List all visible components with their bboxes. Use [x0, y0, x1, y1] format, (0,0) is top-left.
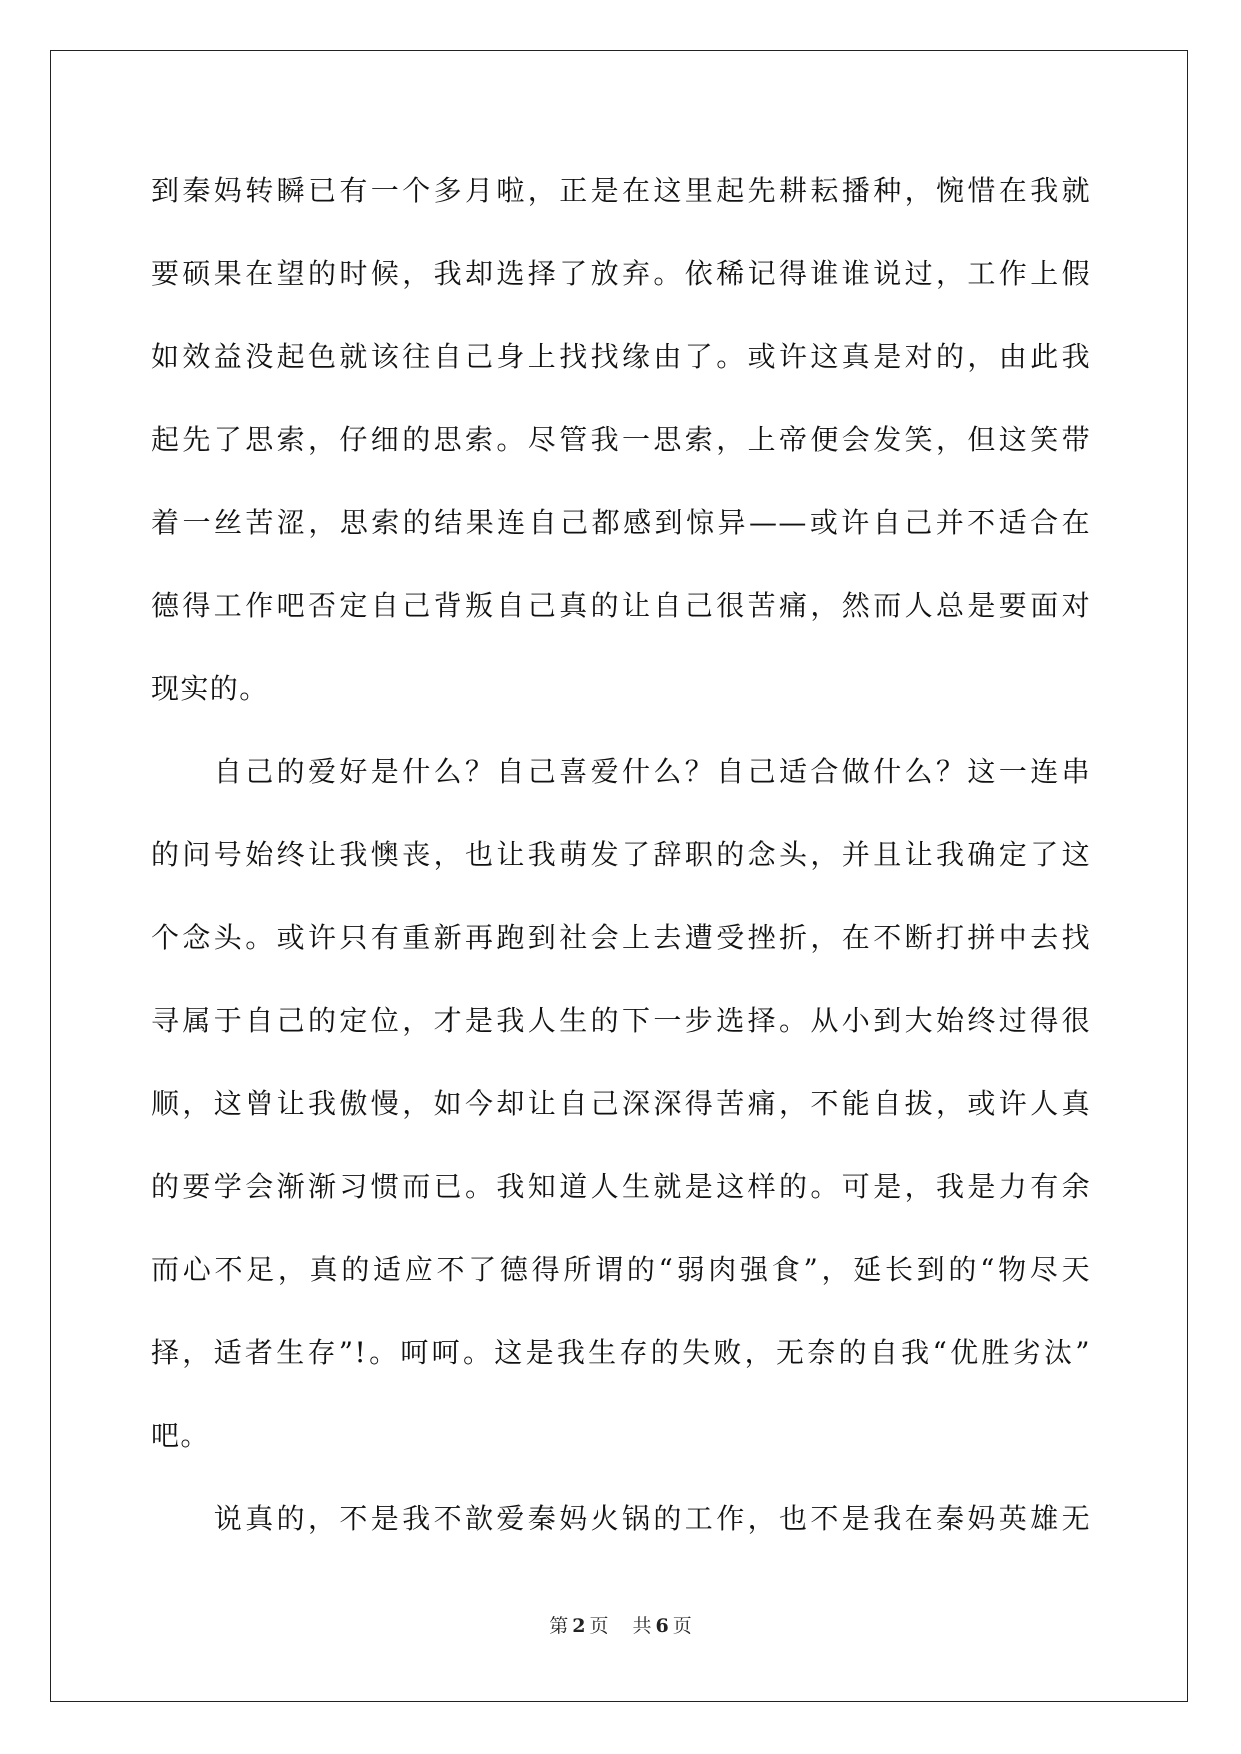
text-line: 寻属于自己的定位，才是我人生的下一步选择。从小到大始终过得很 [151, 1004, 1091, 1037]
page-footer [0, 1614, 1241, 1638]
total-pages-prefix: 共 [632, 1615, 652, 1637]
text-line: 德得工作吧否定自己背叛自己真的让自己很苦痛，然而人总是要面对 [151, 589, 1091, 622]
text-line: 如效益没起色就该往自己身上找找缘由了。或许这真是对的，由此我 [151, 340, 1091, 373]
text-line: 现实的。 [151, 672, 269, 705]
page-number-suffix: 页 [589, 1615, 609, 1637]
text-line: 的要学会渐渐习惯而已。我知道人生就是这样的。可是，我是力有余 [151, 1170, 1091, 1203]
body-text [151, 170, 1091, 1581]
text-line: 着一丝苦涩，思索的结果连自己都感到惊异——或许自己并不适合在 [151, 506, 1091, 539]
paragraph [151, 170, 1091, 751]
total-pages-suffix: 页 [672, 1615, 692, 1637]
page-number-prefix: 第 [549, 1615, 569, 1637]
text-line: 到秦妈转瞬已有一个多月啦，正是在这里起先耕耘播种，惋惜在我就 [151, 174, 1091, 207]
text-line: 个念头。或许只有重新再跑到社会上去遭受挫折，在不断打拼中去找 [151, 921, 1091, 954]
text-line: 自己的爱好是什么？自己喜爱什么？自己适合做什么？这一连串 [151, 755, 1091, 788]
text-line: 的问号始终让我懊丧，也让我萌发了辞职的念头，并且让我确定了这 [151, 838, 1091, 871]
paragraph [151, 1498, 1091, 1581]
text-line: 择，适者生存”!。呵呵。这是我生存的失败，无奈的自我“优胜劣汰” [151, 1336, 1091, 1369]
page-number: 2 [572, 1615, 586, 1637]
text-line: 顺，这曾让我傲慢，如今却让自己深深得苦痛，不能自拔，或许人真 [151, 1087, 1091, 1120]
total-pages: 6 [655, 1615, 669, 1637]
text-line: 吧。 [151, 1419, 210, 1452]
paragraph [151, 751, 1091, 1498]
text-line: 要硕果在望的时候，我却选择了放弃。依稀记得谁谁说过，工作上假 [151, 257, 1091, 290]
text-line: 说真的，不是我不歆爱秦妈火锅的工作，也不是我在秦妈英雄无 [151, 1502, 1091, 1535]
text-line: 起先了思索，仔细的思索。尽管我一思索，上帝便会发笑，但这笑带 [151, 423, 1091, 456]
text-line: 而心不足，真的适应不了德得所谓的“弱肉强食”，延长到的“物尽天 [151, 1253, 1091, 1286]
